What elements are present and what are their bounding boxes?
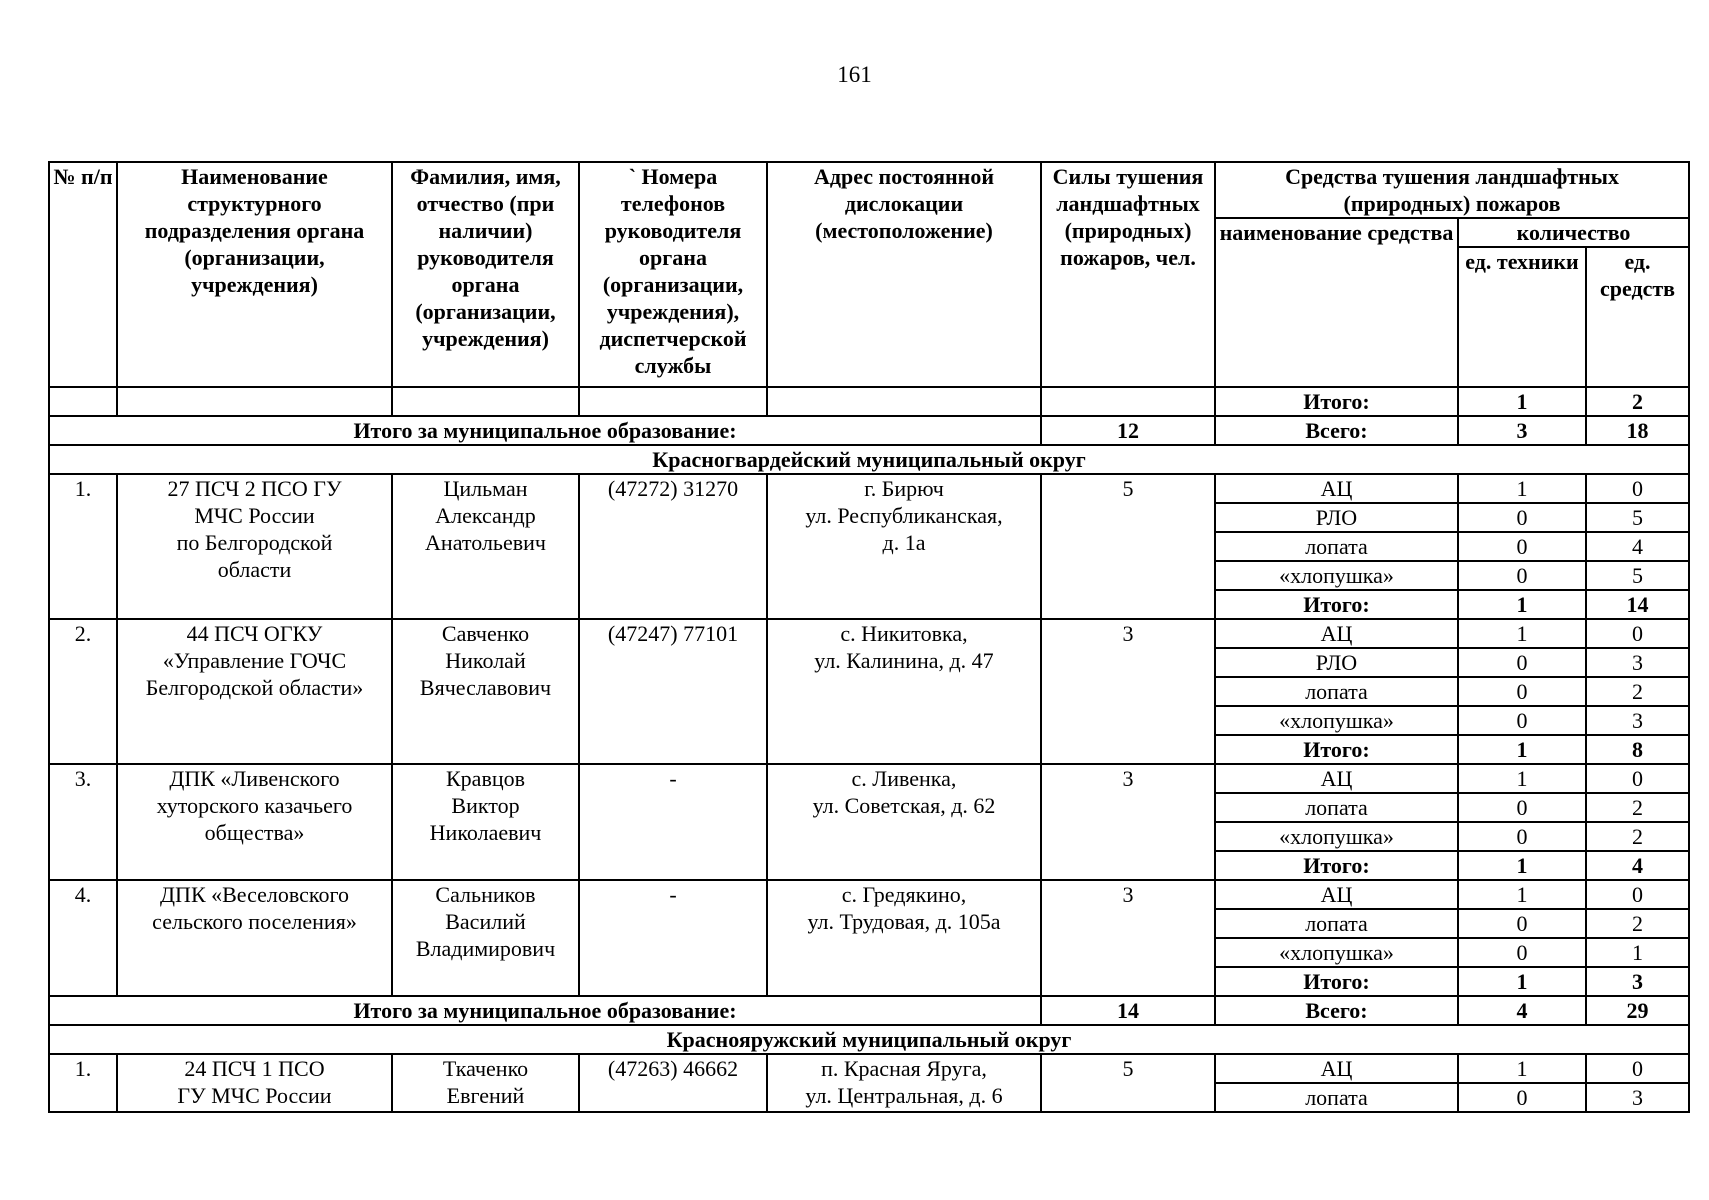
resource-row xyxy=(49,1054,1689,1083)
unit-line: ДПК «Ливенского xyxy=(169,766,340,791)
entry-num: 1. xyxy=(49,1054,117,1112)
entry-phone: (47263) 46662 xyxy=(579,1054,767,1112)
header-quantity: количество xyxy=(1458,218,1689,247)
district-total-all-label: Всего: xyxy=(1215,996,1458,1025)
entry-head xyxy=(392,619,579,764)
item-tech: 1 xyxy=(1458,590,1586,619)
item-tech: 0 xyxy=(1458,938,1586,967)
item-means: 5 xyxy=(1586,503,1689,532)
address-line: с. Ливенка, xyxy=(851,766,957,791)
entry-unit xyxy=(117,474,392,619)
unit-line: ГУ МЧС России xyxy=(177,1083,332,1108)
entry-address xyxy=(767,880,1041,996)
item-means: 0 xyxy=(1586,474,1689,503)
unit-line: МЧС России xyxy=(194,503,315,528)
district-total-row xyxy=(49,416,1689,445)
item-tech: 0 xyxy=(1458,822,1586,851)
item-means: 2 xyxy=(1586,387,1689,416)
header-address: Адрес постоянной дислокации (местоположение) xyxy=(767,162,1041,387)
entry-address xyxy=(767,619,1041,764)
unit-line: сельского поселения» xyxy=(152,909,357,934)
item-tech: 1 xyxy=(1458,967,1586,996)
item-name: Итого: xyxy=(1215,735,1458,764)
entry-num: 4. xyxy=(49,880,117,996)
item-name: Итого: xyxy=(1215,590,1458,619)
item-name: АЦ xyxy=(1215,1054,1458,1083)
entry-forces: 3 xyxy=(1041,619,1215,764)
item-name: лопата xyxy=(1215,532,1458,561)
entry-unit xyxy=(117,880,392,996)
item-name: РЛО xyxy=(1215,648,1458,677)
item-tech: 1 xyxy=(1458,735,1586,764)
entry-head xyxy=(392,764,579,880)
district-total-row xyxy=(49,996,1689,1025)
item-tech: 0 xyxy=(1458,677,1586,706)
item-tech: 1 xyxy=(1458,764,1586,793)
address-line: д. 1а xyxy=(882,530,926,555)
unit-line: Белгородской области» xyxy=(145,675,364,700)
header-head: Фамилия, имя, отчество (при наличии) руководителя органа (организации, учреждения) xyxy=(392,162,579,387)
item-means: 3 xyxy=(1586,706,1689,735)
unit-line: по Белгородской xyxy=(176,530,333,555)
empty-cell xyxy=(117,387,392,416)
item-tech: 0 xyxy=(1458,909,1586,938)
address-line: ул. Трудовая, д. 105а xyxy=(807,909,1001,934)
head-line: Евгений xyxy=(446,1083,525,1108)
entry-phone: (47247) 77101 xyxy=(579,619,767,764)
item-means: 0 xyxy=(1586,619,1689,648)
section-title: Краснояружский муниципальный округ xyxy=(49,1025,1689,1054)
item-name: Итого: xyxy=(1215,387,1458,416)
entry-forces: 3 xyxy=(1041,880,1215,996)
unit-line: области xyxy=(217,557,292,582)
head-line: Владимирович xyxy=(415,936,556,961)
district-total-label: Итого за муниципальное образование: xyxy=(49,416,1041,445)
item-tech: 1 xyxy=(1458,851,1586,880)
head-line: Вячеславович xyxy=(419,675,552,700)
item-means: 4 xyxy=(1586,851,1689,880)
entry-forces: 5 xyxy=(1041,474,1215,619)
district-total-forces: 12 xyxy=(1041,416,1215,445)
section-heading-row xyxy=(49,445,1689,474)
head-line: Кравцов xyxy=(446,766,525,791)
item-name: АЦ xyxy=(1215,474,1458,503)
entry-unit xyxy=(117,1054,392,1112)
entry-head xyxy=(392,474,579,619)
address-line: ул. Советская, д. 62 xyxy=(812,793,996,818)
district-total-all-label: Всего: xyxy=(1215,416,1458,445)
item-name: АЦ xyxy=(1215,764,1458,793)
district-total-tech: 4 xyxy=(1458,996,1586,1025)
unit-line: 24 ПСЧ 1 ПСО xyxy=(184,1056,325,1081)
entry-forces: 5 xyxy=(1041,1054,1215,1112)
item-name: РЛО xyxy=(1215,503,1458,532)
head-line: Николаевич xyxy=(429,820,542,845)
item-name: «хлопушка» xyxy=(1215,938,1458,967)
item-means: 2 xyxy=(1586,909,1689,938)
entry-address xyxy=(767,764,1041,880)
district-total-means: 18 xyxy=(1586,416,1689,445)
unit-line: ДПК «Веселовского xyxy=(160,882,349,907)
entry-unit xyxy=(117,619,392,764)
entry-phone: (47272) 31270 xyxy=(579,474,767,619)
carryover-total-row xyxy=(49,387,1689,416)
entry-forces: 3 xyxy=(1041,764,1215,880)
item-means: 3 xyxy=(1586,1083,1689,1112)
header-phones: ` Номера телефонов руководителя органа (организации, учреждения), диспетчерской службы xyxy=(579,162,767,387)
entry-head xyxy=(392,1054,579,1112)
entry-address xyxy=(767,474,1041,619)
item-name: лопата xyxy=(1215,909,1458,938)
item-name: Итого: xyxy=(1215,967,1458,996)
empty-cell xyxy=(1041,387,1215,416)
item-tech: 0 xyxy=(1458,532,1586,561)
entry-head xyxy=(392,880,579,996)
item-means: 2 xyxy=(1586,822,1689,851)
entry-phone: - xyxy=(579,880,767,996)
item-means: 1 xyxy=(1586,938,1689,967)
item-name: «хлопушка» xyxy=(1215,822,1458,851)
item-means: 2 xyxy=(1586,793,1689,822)
item-tech: 1 xyxy=(1458,474,1586,503)
head-line: Анатольевич xyxy=(425,530,546,555)
item-means: 0 xyxy=(1586,1054,1689,1083)
district-total-means: 29 xyxy=(1586,996,1689,1025)
item-tech: 1 xyxy=(1458,1054,1586,1083)
entry-address xyxy=(767,1054,1041,1112)
entry-phone: - xyxy=(579,764,767,880)
item-means: 14 xyxy=(1586,590,1689,619)
header-num: № п/п xyxy=(49,162,117,387)
header-unit: Наименование структурного подразделения органа (организации, учреждения) xyxy=(117,162,392,387)
item-tech: 0 xyxy=(1458,1083,1586,1112)
address-line: ул. Республиканская, xyxy=(805,503,1003,528)
item-means: 0 xyxy=(1586,880,1689,909)
unit-line: хуторского казачьего xyxy=(156,793,353,818)
entry-unit xyxy=(117,764,392,880)
section-heading-row xyxy=(49,1025,1689,1054)
unit-line: 27 ПСЧ 2 ПСО ГУ xyxy=(167,476,342,501)
item-name: «хлопушка» xyxy=(1215,561,1458,590)
district-total-label: Итого за муниципальное образование: xyxy=(49,996,1041,1025)
head-line: Сальников xyxy=(435,882,536,907)
table-header xyxy=(49,162,1689,387)
entry-num: 3. xyxy=(49,764,117,880)
item-name: АЦ xyxy=(1215,880,1458,909)
unit-line: общества» xyxy=(204,820,305,845)
item-tech: 0 xyxy=(1458,793,1586,822)
section-title: Красногвардейский муниципальный округ xyxy=(49,445,1689,474)
resource-row xyxy=(49,474,1689,503)
empty-cell xyxy=(579,387,767,416)
head-line: Василий xyxy=(445,909,526,934)
empty-cell xyxy=(392,387,579,416)
entry-num: 2. xyxy=(49,619,117,764)
item-tech: 1 xyxy=(1458,619,1586,648)
head-line: Ткаченко xyxy=(442,1056,529,1081)
item-tech: 0 xyxy=(1458,561,1586,590)
head-line: Николай xyxy=(445,648,526,673)
item-tech: 1 xyxy=(1458,387,1586,416)
item-means: 8 xyxy=(1586,735,1689,764)
district-total-forces: 14 xyxy=(1041,996,1215,1025)
header-means: Средства тушения ландшафтных (природных) пожаров xyxy=(1215,162,1689,218)
header-forces: Силы тушения ландшафтных (природных) пожаров, чел. xyxy=(1041,162,1215,387)
address-line: ул. Калинина, д. 47 xyxy=(814,648,994,673)
header-means-name: наименование средства xyxy=(1215,218,1458,387)
item-tech: 0 xyxy=(1458,648,1586,677)
address-line: г. Бирюч xyxy=(864,476,944,501)
item-name: лопата xyxy=(1215,677,1458,706)
header-units-tech: ед. техники xyxy=(1458,247,1586,387)
address-line: с. Никитовка, xyxy=(840,621,968,646)
item-means: 3 xyxy=(1586,967,1689,996)
fire-resources-table xyxy=(48,161,1690,1113)
item-means: 4 xyxy=(1586,532,1689,561)
item-name: АЦ xyxy=(1215,619,1458,648)
head-line: Виктор xyxy=(451,793,520,818)
unit-line: 44 ПСЧ ОГКУ xyxy=(186,621,323,646)
empty-cell xyxy=(49,387,117,416)
address-line: п. Красная Яруга, xyxy=(821,1056,987,1081)
resource-row xyxy=(49,880,1689,909)
address-line: с. Гредякино, xyxy=(841,882,967,907)
item-tech: 0 xyxy=(1458,503,1586,532)
address-line: ул. Центральная, д. 6 xyxy=(805,1083,1003,1108)
item-name: Итого: xyxy=(1215,851,1458,880)
item-tech: 1 xyxy=(1458,880,1586,909)
item-tech: 0 xyxy=(1458,706,1586,735)
item-means: 2 xyxy=(1586,677,1689,706)
unit-line: «Управление ГОЧС xyxy=(162,648,347,673)
header-units-means: ед. средств xyxy=(1586,247,1689,387)
page-number: 161 xyxy=(837,62,872,87)
item-means: 5 xyxy=(1586,561,1689,590)
item-name: «хлопушка» xyxy=(1215,706,1458,735)
item-name: лопата xyxy=(1215,793,1458,822)
item-means: 0 xyxy=(1586,764,1689,793)
entry-num: 1. xyxy=(49,474,117,619)
district-total-tech: 3 xyxy=(1458,416,1586,445)
head-line: Цильман xyxy=(443,476,528,501)
resource-row xyxy=(49,619,1689,648)
item-means: 3 xyxy=(1586,648,1689,677)
empty-cell xyxy=(767,387,1041,416)
item-name: лопата xyxy=(1215,1083,1458,1112)
resource-row xyxy=(49,764,1689,793)
table-body xyxy=(49,387,1689,1112)
head-line: Савченко xyxy=(441,621,530,646)
head-line: Александр xyxy=(435,503,536,528)
